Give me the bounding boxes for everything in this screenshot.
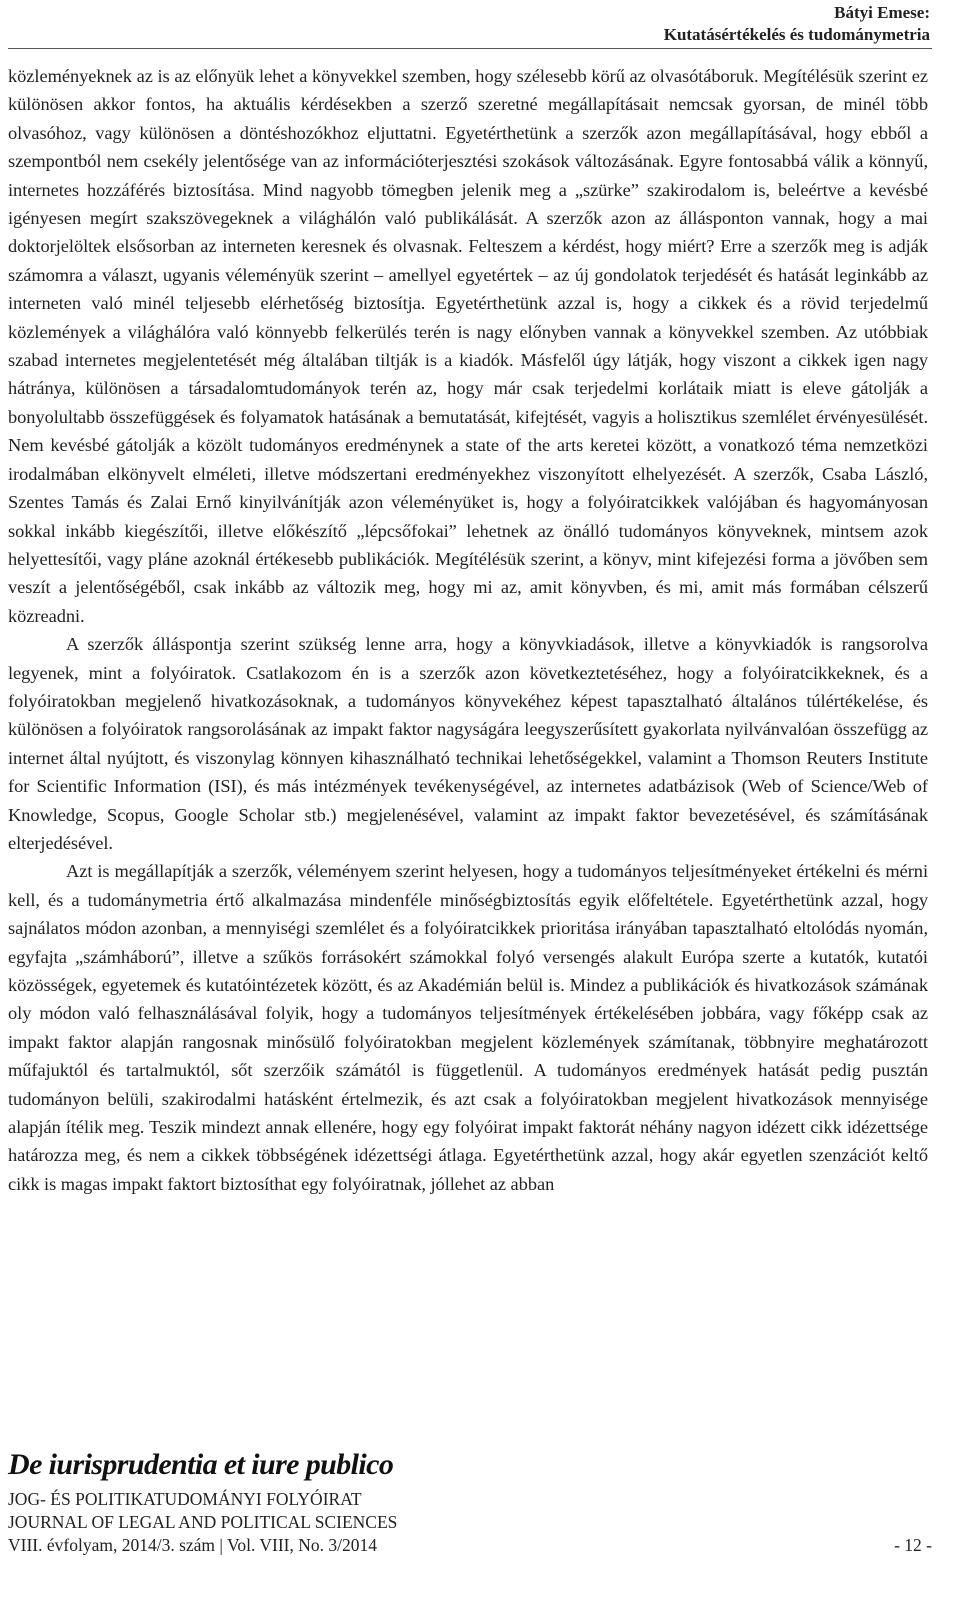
journal-logo: De iurisprudentia et iure publico bbox=[8, 1448, 394, 1481]
running-header bbox=[0, 2, 930, 46]
article-body bbox=[8, 62, 928, 1198]
header-divider bbox=[8, 48, 932, 49]
page-number: - 12 - bbox=[894, 1535, 932, 1555]
header-title: Kutatásértékelés és tudománymetria bbox=[663, 25, 930, 44]
issue-info: VIII. évfolyam, 2014/3. szám | Vol. VIII, No. 3/2014 bbox=[8, 1535, 378, 1555]
header-author: Bátyi Emese: bbox=[834, 3, 930, 22]
paragraph-3: Azt is megállapítják a szerzők, véleményem szerint helyesen, hogy a tudományos teljesítményeket értékelni és mérni kell, és a tudománymetria értő alkalmazása mindenféle minőségbiztosítás egyik előfeltétele. Egyetérthetünk azzal, hogy sajnálatos módon azonban, a mennyiségi szemlélet és a folyóiratcikkek prioritása irányában tapasztalható eltolódás nyomán, egyfajta „számháború”, illetve a szűkös forrásokért számokkal folyó versengés alakult Európa szerte a kutatók, kutatói közösségek, egyetemek és kutatóintézetek között, és az Akadémián belül is. Mindez a publikációk és hivatkozások számának oly módon való felhasználásával folyik, hogy a tudományos teljesítmények értékelésében jobbára, vagy főképp csak az impakt faktor alapján rangosnak minősülő folyóiratokban megjelent közlemények számítanak, többnyire meghatározott műfajuktól és tartalmuktól, sőt szerzőik számától is függetlenül. A tudományos eredmények hatását pedig pusztán tudományon belüli, szakirodalmi hatásként értelmezik, és azt csak a folyóiratokban megjelent hivatkozások mennyisége alapján ítélik meg. Teszik mindezt annak ellenére, hogy egy folyóirat impakt faktorát néhány nagyon idézett cikk idézettsége határozza meg, és nem a cikkek többségének idézettségi átlaga. Egyetérthetünk azzal, hogy akár egyetlen szenzációt keltő cikk is magas impakt faktort biztosíthat egy folyóiratnak, jóllehet az abban bbox=[8, 861, 928, 1194]
paragraph-1: közleményeknek az is az előnyük lehet a könyvekkel szemben, hogy szélesebb körű az olvasótáboruk. Megítélésük szerint ez különösen akkor fontos, ha aktuális kérdésekben a szerző szeretné megállapításait nemcsak gyorsan, de minél több olvasóhoz, vagy különösen a döntéshozókhoz eljuttatni. Egyetérthetünk a szerzők azon megállapításával, hogy ebből a szempontból nem csekély jelentősége van az információterjesztési szokások változásának. Egyre fontosabbá válik a könnyű, internetes hozzáférés biztosítása. Mind nagyobb tömegben jelenik meg a „szürke” szakirodalom is, beleértve a kevésbé igényesen megírt szakszövegeknek a világhálón való publikálását. A szerzők azon az állásponton vannak, hogy a mai doktorjelöltek elsősorban az interneten keresnek és olvasnak. Felteszem a kérdést, hogy miért? Erre a szerzők meg is adják számomra a választ, ugyanis véleményük szerint – amellyel egyetértek – az új gondolatok terjedését és hatását leginkább az interneten való minél teljesebb elérhetőség biztosítja. Egyetérthetünk azzal is, hogy a cikkek és a rövid terjedelmű közlemények a világhálóra való könnyebb felkerülés terén is nagy előnyben vannak a könyvekkel szemben. Az utóbbiak szabad internetes megjelentetését még általában tiltják is a kiadók. Másfelől úgy látják, hogy viszont a cikkek igen nagy hátránya, különösen a társadalomtudományok terén az, hogy már csak terjedelmi korlátaik miatt is eleve gátolják a bonyolultabb összefüggések és folyamatok hatásának a bemutatását, kifejtését, vagyis a holisztikus szemlélet érvényesülését. Nem kevésbé gátolják a közölt tudományos eredménynek a state of the arts keretei között, a vonatkozó téma nemzetközi irodalmában elkönyvelt elméleti, illetve módszertani eredményekhez viszonyított elhelyezését. A szerzők, Csaba László, Szentes Tamás és Zalai Ernő kinyilvánítják azon véleményüket is, hogy a folyóiratcikkek valójában és hagyományosan sokkal inkább kiegészítői, illetve előkészítő „lépcsőfokai” lehetnek az önálló tudományos könyveknek, mintsem azok helyettesítői, vagy pláne azoknál értékesebb publikációk. Megítélésük szerint, a könyv, mint kifejezési forma a jövőben sem veszít a jelentőségéből, csak inkább az változik meg, hogy mi az, amit könyvben, és mi, amit más formában célszerű közreadni. bbox=[8, 66, 928, 626]
footer-issue-row bbox=[8, 1534, 932, 1557]
page-footer bbox=[8, 1448, 932, 1557]
journal-subtitle-hu: JOG- ÉS POLITIKATUDOMÁNYI FOLYÓIRAT bbox=[8, 1489, 362, 1509]
journal-subtitle-en: JOURNAL OF LEGAL AND POLITICAL SCIENCES bbox=[8, 1512, 398, 1532]
paragraph-2: A szerzők álláspontja szerint szükség lenne arra, hogy a könyvkiadások, illetve a könyvkiadók is rangsorolva legyenek, mint a folyóiratok. Csatlakozom én is a szerzők azon következtetéséhez, hogy a folyóiratcikkeknek, és a folyóiratokban megjelenő hivatkozásoknak, a tudományos könyvekéhez képest tapasztalható általános túlértékelése, és különösen a folyóiratok rangsorolásának az impakt faktor nagyságára leegyszerűsített gyakorlata nyilvánvalóan összefügg az internet által nyújtott, és viszonylag könnyen kihasználható technikai lehetőségekkel, valamint a Thomson Reuters Institute for Scientific Information (ISI), és más intézmények tevékenységével, az internetes adatbázisok (Web of Science/Web of Knowledge, Scopus, Google Scholar stb.) megjelenésével, valamint az impakt faktor bevezetésével, és számításának elterjedésével. bbox=[8, 634, 928, 853]
